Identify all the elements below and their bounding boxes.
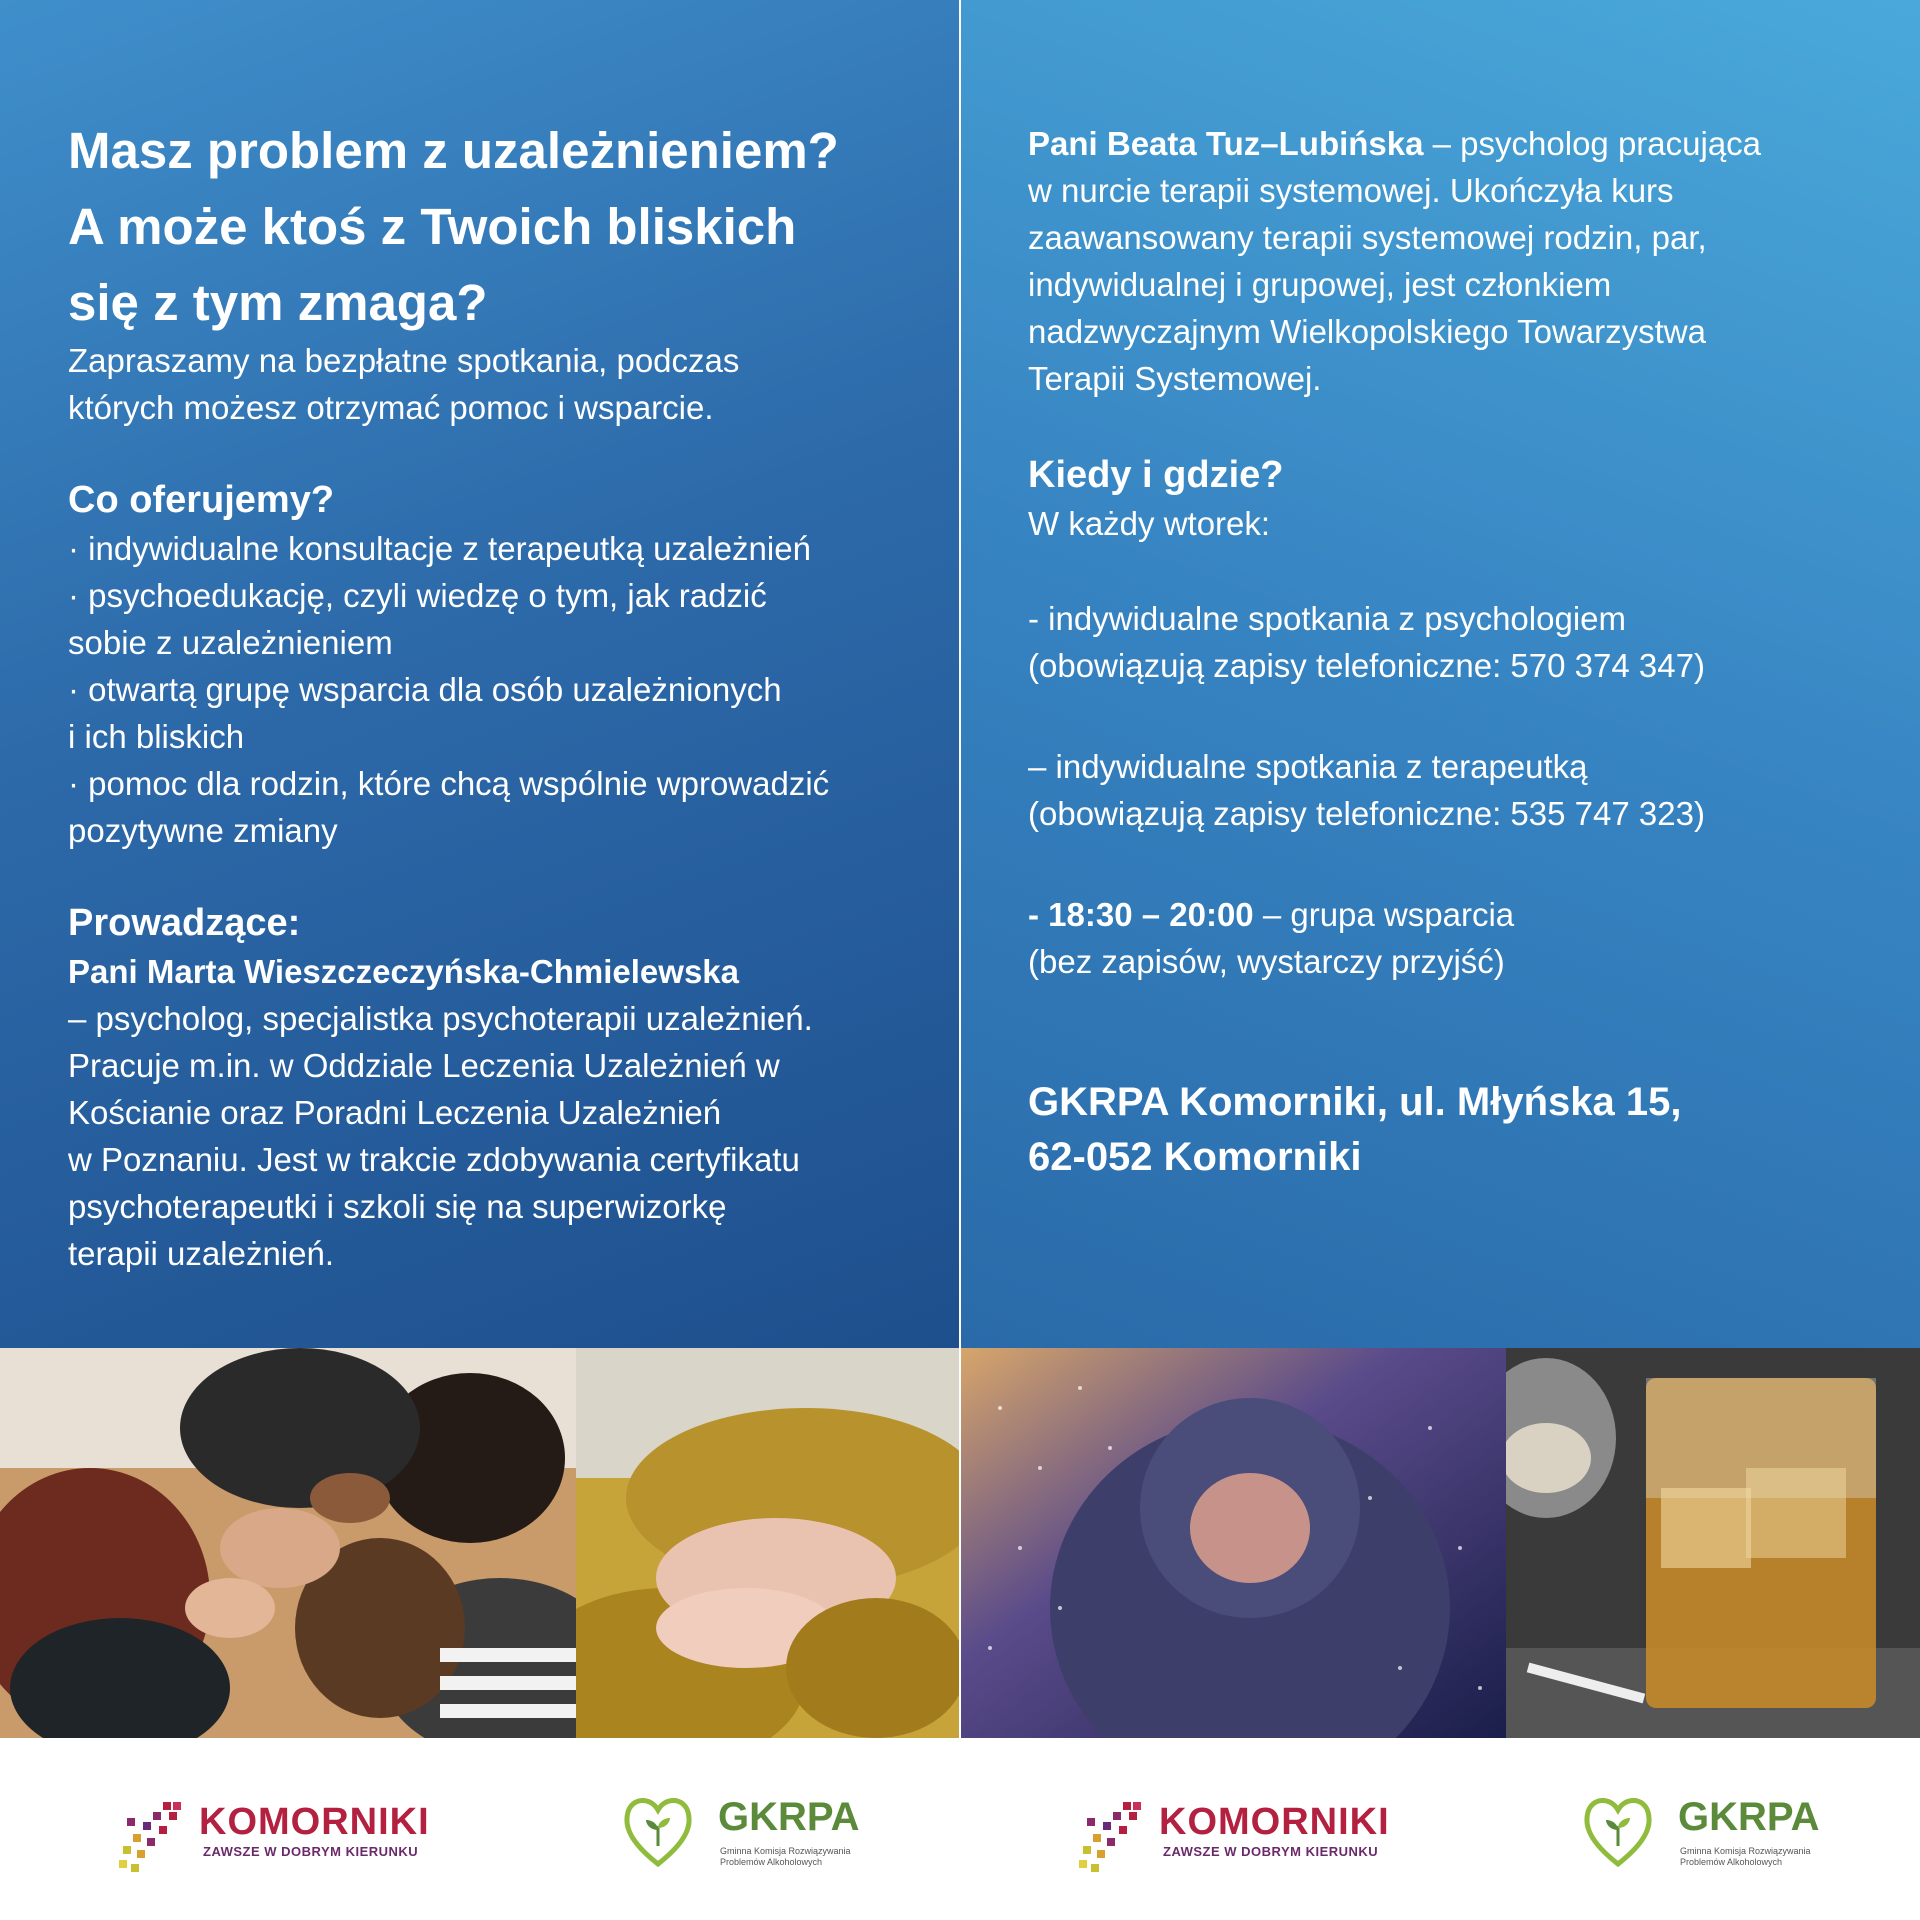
host1-bio-line: w Poznaniu. Jest w trakcie zdobywania certyfikatu (68, 1141, 800, 1178)
host2-bio-line: indywidualnej i grupowej, jest członkiem (1028, 266, 1612, 303)
gkrpa-subtitle: Gminna Komisja Rozwiązywania (720, 1846, 851, 1856)
gkrpa-subtitle: Gminna Komisja Rozwiązywania (1680, 1846, 1811, 1856)
heart-sprout-icon (1580, 1790, 1656, 1870)
host2-bio-line: nadzwyczajnym Wielkopolskiego Towarzystwa (1028, 313, 1706, 350)
headline-line: się z tym zmaga? (68, 274, 488, 331)
group-label: – grupa wsparcia (1253, 896, 1515, 933)
komorniki-logo (1073, 1798, 1433, 1878)
hosts-title: Prowadzące: (68, 902, 301, 944)
gkrpa-subtitle: Problemów Alkoholowych (1680, 1857, 1783, 1867)
support-group-photo (0, 1348, 576, 1738)
host2-intro (1028, 120, 1898, 167)
panel-divider (959, 0, 961, 1920)
host1-bio-line: terapii uzależnień. (68, 1235, 334, 1272)
host1-bio-line: Pracuje m.in. w Oddziale Leczenia Uzależnień w (68, 1047, 780, 1084)
address-line: 62-052 Komorniki (1028, 1135, 1362, 1179)
komorniki-wordmark: KOMORNIKI (1159, 1801, 1390, 1843)
offer-item: i ich bliskich (68, 718, 245, 755)
komorniki-wordmark: KOMORNIKI (199, 1801, 430, 1843)
alcohol-pills-photo (1506, 1348, 1920, 1738)
host2-bio-line: zaawansowany terapii systemowej rodzin, par, (1028, 219, 1707, 256)
when-title: Kiedy i gdzie? (1028, 454, 1284, 496)
intro-line: których możesz otrzymać pomoc i wsparcie. (68, 389, 714, 426)
offer-item: · pomoc dla rodzin, które chcą wspólnie wprowadzić (68, 765, 830, 802)
intro-line: Zapraszamy na bezpłatne spotkania, podczas (68, 342, 740, 379)
distressed-person-photo (960, 1348, 1506, 1738)
offer-item: · otwartą grupę wsparcia dla osób uzależnionych (68, 671, 782, 708)
offer-item: · indywidualne konsultacje z terapeutką uzależnień (68, 530, 811, 567)
offer-item: sobie z uzależnieniem (68, 624, 393, 661)
host2-name: Pani Beata Tuz–Lubińska (1028, 125, 1424, 162)
schedule-item: - indywidualne spotkania z psychologiem (1028, 600, 1626, 637)
holding-hands-photo (576, 1348, 960, 1738)
komorniki-logo (113, 1798, 473, 1878)
host1-bio-line: Kościanie oraz Poradni Leczenia Uzależnień (68, 1094, 722, 1131)
schedule-item (1028, 891, 1898, 938)
host2-bio-line: Terapii Systemowej. (1028, 360, 1322, 397)
gkrpa-logo (1580, 1790, 1840, 1880)
when-day: W każdy wtorek: (1028, 505, 1271, 542)
host1-bio-line: psychoterapeutki i szkoli się na superwizorkę (68, 1188, 727, 1225)
right-info-panel (961, 0, 1920, 1348)
host2-bio-line: – psycholog pracująca (1423, 125, 1762, 162)
right-content (1028, 120, 1898, 1185)
offer-title: Co oferujemy? (68, 479, 335, 521)
left-info-panel (0, 0, 959, 1348)
komorniki-mosaic-icon (1073, 1798, 1147, 1878)
gkrpa-wordmark: GKRPA (1678, 1795, 1820, 1839)
headline-line: A może ktoś z Twoich bliskich (68, 198, 797, 255)
group-time: - 18:30 – 20:00 (1028, 896, 1254, 933)
headline-line: Masz problem z uzależnieniem? (68, 122, 839, 179)
host1-bio-line: – psycholog, specjalistka psychoterapii uzależnień. (68, 1000, 813, 1037)
komorniki-mosaic-icon (113, 1798, 187, 1878)
left-content (68, 113, 928, 1277)
offer-item: pozytywne zmiany (68, 812, 338, 849)
komorniki-tagline: ZAWSZE W DOBRYM KIERUNKU (203, 1844, 419, 1859)
gkrpa-logo (620, 1790, 880, 1880)
komorniki-tagline: ZAWSZE W DOBRYM KIERUNKU (1163, 1844, 1379, 1859)
address-line: GKRPA Komorniki, ul. Młyńska 15, (1028, 1080, 1682, 1124)
schedule-item: – indywidualne spotkania z terapeutką (1028, 748, 1588, 785)
host2-bio-line: w nurcie terapii systemowej. Ukończyła kurs (1028, 172, 1674, 209)
schedule-item-note: (obowiązują zapisy telefoniczne: 535 747 323) (1028, 795, 1705, 832)
gkrpa-subtitle: Problemów Alkoholowych (720, 1857, 823, 1867)
schedule-item-note: (obowiązują zapisy telefoniczne: 570 374 347) (1028, 647, 1705, 684)
heart-sprout-icon (620, 1790, 696, 1870)
schedule-item-note: (bez zapisów, wystarczy przyjść) (1028, 943, 1505, 980)
offer-item: · psychoedukację, czyli wiedzę o tym, jak radzić (68, 577, 767, 614)
gkrpa-wordmark: GKRPA (718, 1795, 860, 1839)
host1-name: Pani Marta Wieszczeczyńska-Chmielewska (68, 953, 740, 990)
